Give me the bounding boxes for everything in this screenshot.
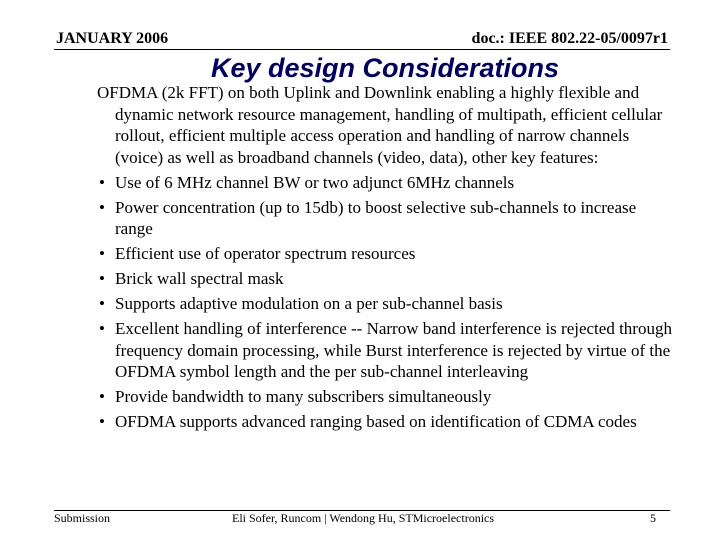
header-divider [54, 49, 670, 50]
page-number: 5 [650, 511, 656, 525]
bullet-text: Provide bandwidth to many subscribers simultaneously [115, 387, 492, 406]
bullet-text: OFDMA supports advanced ranging based on identification of CDMA codes [115, 412, 637, 431]
list-item [97, 197, 677, 240]
bullet-text: Power concentration (up to 15db) to boost selective sub-channels to increase range [115, 197, 637, 238]
bullet-icon: • [99, 294, 105, 313]
bullet-text: Efficient use of operator spectrum resources [115, 244, 416, 263]
slide-title: Key design Considerations [210, 53, 560, 83]
intro-paragraph: OFDMA (2k FFT) on both Uplink and Downlink enabling a highly flexible and dynamic network resource management, handling of multipath, efficient cellular rollout, efficient multiple access operation and handling of narrow channels (voice) as well as broadband channels (video, data), other key features: [97, 83, 663, 167]
list-item [97, 293, 677, 315]
list-item [97, 386, 677, 408]
bullet-icon: • [99, 244, 105, 263]
footer-submission: Submission [54, 511, 111, 525]
list-item [97, 243, 677, 265]
list-item [97, 318, 677, 383]
list-item [97, 411, 677, 433]
bullet-text: Brick wall spectral mask [115, 269, 284, 288]
bullet-icon: • [99, 387, 105, 406]
header-doc-id: doc.: IEEE 802.22-05/0097r1 [471, 30, 668, 47]
bullet-icon: • [99, 412, 105, 431]
bullet-icon: • [99, 172, 105, 192]
bullet-text: Use of 6 MHz channel BW or two adjunct 6MHz channels [115, 172, 515, 192]
bullet-list [97, 172, 677, 433]
header-date: JANUARY 2006 [56, 30, 169, 47]
footer-authors: Eli Sofer, Runcom | Wendong Hu, STMicroelectronics [232, 511, 495, 525]
bullet-text: Supports adaptive modulation on a per sub-channel basis [115, 294, 503, 313]
slide-body [97, 82, 677, 433]
bullet-icon: • [99, 319, 105, 338]
bullet-text: Excellent handling of interference -- Narrow band interference is rejected through frequency domain processing, while Burst interference is rejected by virtue of the OFDMA symbol length and the per sub-channel interleaving [115, 319, 672, 381]
bullet-icon: • [99, 269, 105, 288]
bullet-icon: • [99, 197, 105, 217]
list-item [97, 268, 677, 290]
list-item [97, 172, 677, 194]
